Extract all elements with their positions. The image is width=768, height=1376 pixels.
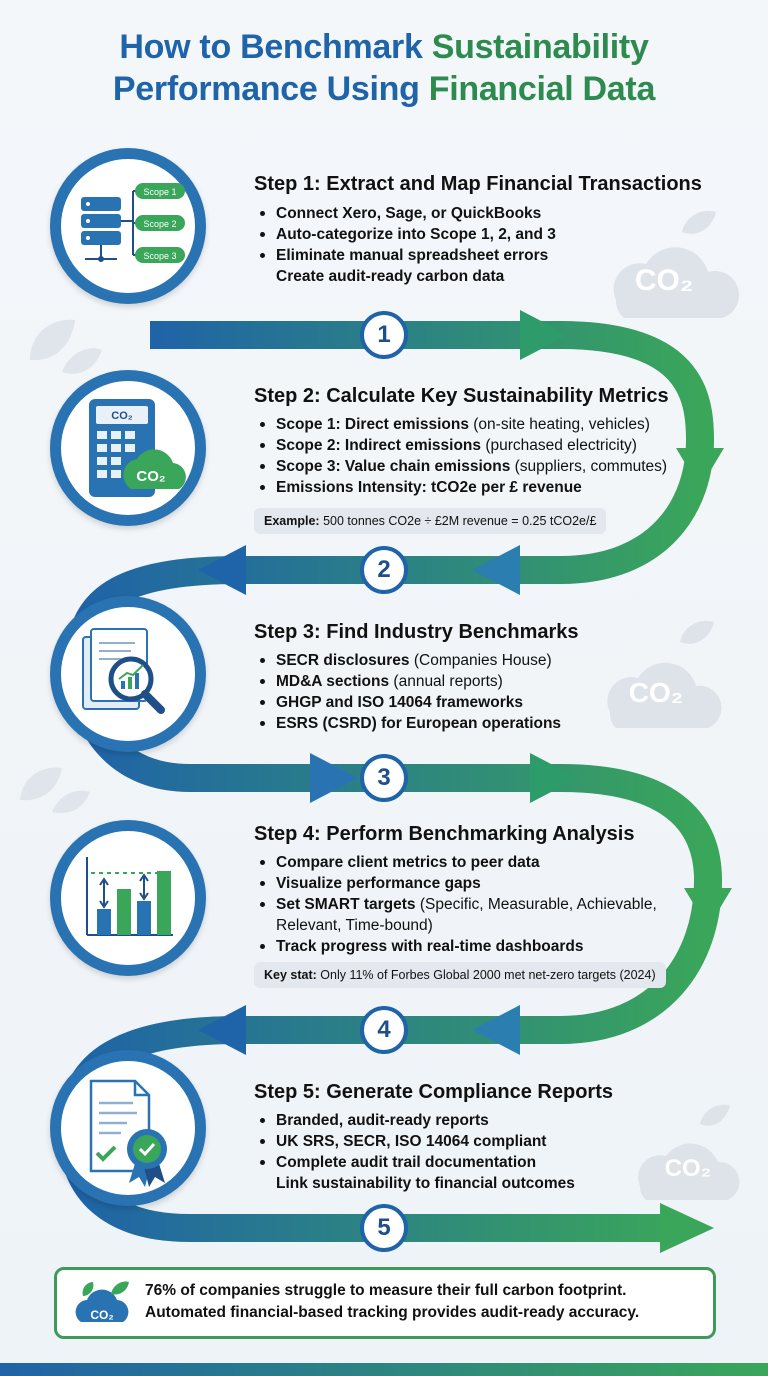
calculator-icon: [61, 381, 195, 515]
page-title: How to Benchmark Sustainability Performance Using Financial Data: [112, 28, 656, 108]
list-item: SECR disclosures (Companies House): [256, 650, 561, 671]
scope2-label: Scope 2: [143, 219, 177, 229]
step4-number-badge: 4: [360, 1006, 408, 1054]
list-item: Connect Xero, Sage, or QuickBooks: [256, 203, 556, 224]
step2-number-badge: 2: [360, 546, 408, 594]
step3-icon-circle: [50, 596, 206, 752]
list-item: Scope 3: Value chain emissions (suppliers, commutes): [256, 456, 667, 477]
list-item: Scope 1: Direct emissions (on-site heating, vehicles): [256, 414, 667, 435]
list-item: UK SRS, SECR, ISO 14064 compliant: [256, 1131, 575, 1152]
list-item: Auto-categorize into Scope 1, 2, and 3: [256, 224, 556, 245]
magnifier-report-icon: [61, 607, 195, 741]
cloud-label: CO₂: [136, 468, 166, 485]
certificate-icon: [61, 1061, 195, 1195]
step5-icon-circle: [50, 1050, 206, 1206]
arrow-left-icon: [472, 545, 520, 595]
step2-example-pill: Example: 500 tonnes CO2e ÷ £2M revenue = 0.25 tCO2e/£: [254, 508, 606, 534]
list-item: GHGP and ISO 14064 frameworks: [256, 692, 561, 713]
step2-icon-circle: [50, 370, 206, 526]
list-item: MD&A sections (annual reports): [256, 671, 561, 692]
list-item: Track progress with real-time dashboards: [256, 936, 657, 957]
database-icon: [61, 159, 195, 293]
list-item: Emissions Intensity: tCO2e per £ revenue: [256, 477, 667, 498]
list-item: Scope 2: Indirect emissions (purchased electricity): [256, 435, 667, 456]
step4-heading: Step 4: Perform Benchmarking Analysis: [254, 823, 635, 845]
step4-icon-circle: [50, 820, 206, 976]
arrow-right-icon: [530, 753, 578, 803]
co2-cloud-icon: [71, 1278, 133, 1332]
step5-number-badge: 5: [360, 1204, 408, 1252]
footer-line-1: 76% of companies struggle to measure their full carbon footprint.: [145, 1282, 627, 1299]
list-item: Create audit-ready carbon data: [276, 268, 505, 285]
scope1-label: Scope 1: [143, 187, 177, 197]
co2-cloud-decor-3-label: CO₂: [664, 1155, 712, 1182]
list-item: Complete audit trail documentation: [256, 1152, 575, 1173]
step2-heading: Step 2: Calculate Key Sustainability Metrics: [254, 385, 669, 407]
scope3-label: Scope 3: [143, 251, 177, 261]
co2-cloud-decor-2-label: CO₂: [628, 677, 684, 708]
step1-heading: Step 1: Extract and Map Financial Transactions: [254, 173, 702, 195]
footer-cloud-label: CO₂: [90, 1308, 114, 1322]
step4-stat-pill: Key stat: Only 11% of Forbes Global 2000 met net-zero targets (2024): [254, 962, 666, 988]
list-item: Visualize performance gaps: [256, 873, 657, 894]
arrow-right-icon: [520, 310, 568, 360]
footer-line-2: Automated financial-based tracking provides audit-ready accuracy.: [145, 1304, 640, 1321]
list-item: Eliminate manual spreadsheet errors: [256, 245, 556, 266]
list-item: Compare client metrics to peer data: [256, 852, 657, 873]
bar-chart-icon: [61, 831, 195, 965]
bottom-gradient-bar: [0, 1363, 768, 1376]
step5-heading: Step 5: Generate Compliance Reports: [254, 1081, 613, 1103]
arrow-left-icon: [198, 1005, 246, 1055]
footer-callout: [54, 1267, 716, 1339]
list-item: Branded, audit-ready reports: [256, 1110, 575, 1131]
arrow-left-icon: [198, 545, 246, 595]
calculator-screen-label: CO₂: [111, 410, 133, 422]
step1-number-badge: 1: [360, 311, 408, 359]
co2-cloud-decor-3: [638, 1105, 739, 1200]
list-item: Link sustainability to financial outcomes: [276, 1175, 575, 1192]
step1-icon-circle: [50, 148, 206, 304]
step2-bullets: [256, 414, 667, 498]
arrow-right-icon: [310, 753, 358, 803]
step3-number-badge: 3: [360, 754, 408, 802]
step1-bullets: [256, 203, 556, 287]
list-item: Set SMART targets (Specific, Measurable, Achievable,: [256, 894, 657, 915]
co2-cloud-decor-1-label: CO₂: [634, 264, 694, 297]
arrow-left-icon: [472, 1005, 520, 1055]
step3-heading: Step 3: Find Industry Benchmarks: [254, 621, 579, 643]
list-item: Relevant, Time-bound): [276, 917, 433, 934]
step4-bullets: [256, 852, 657, 957]
co2-cloud-decor-2: [607, 621, 721, 728]
arrow-right-icon: [660, 1203, 714, 1253]
list-item: ESRS (CSRD) for European operations: [256, 713, 561, 734]
step3-bullets: [256, 650, 561, 734]
footer-text: [145, 1280, 639, 1324]
step5-bullets: [256, 1110, 575, 1194]
